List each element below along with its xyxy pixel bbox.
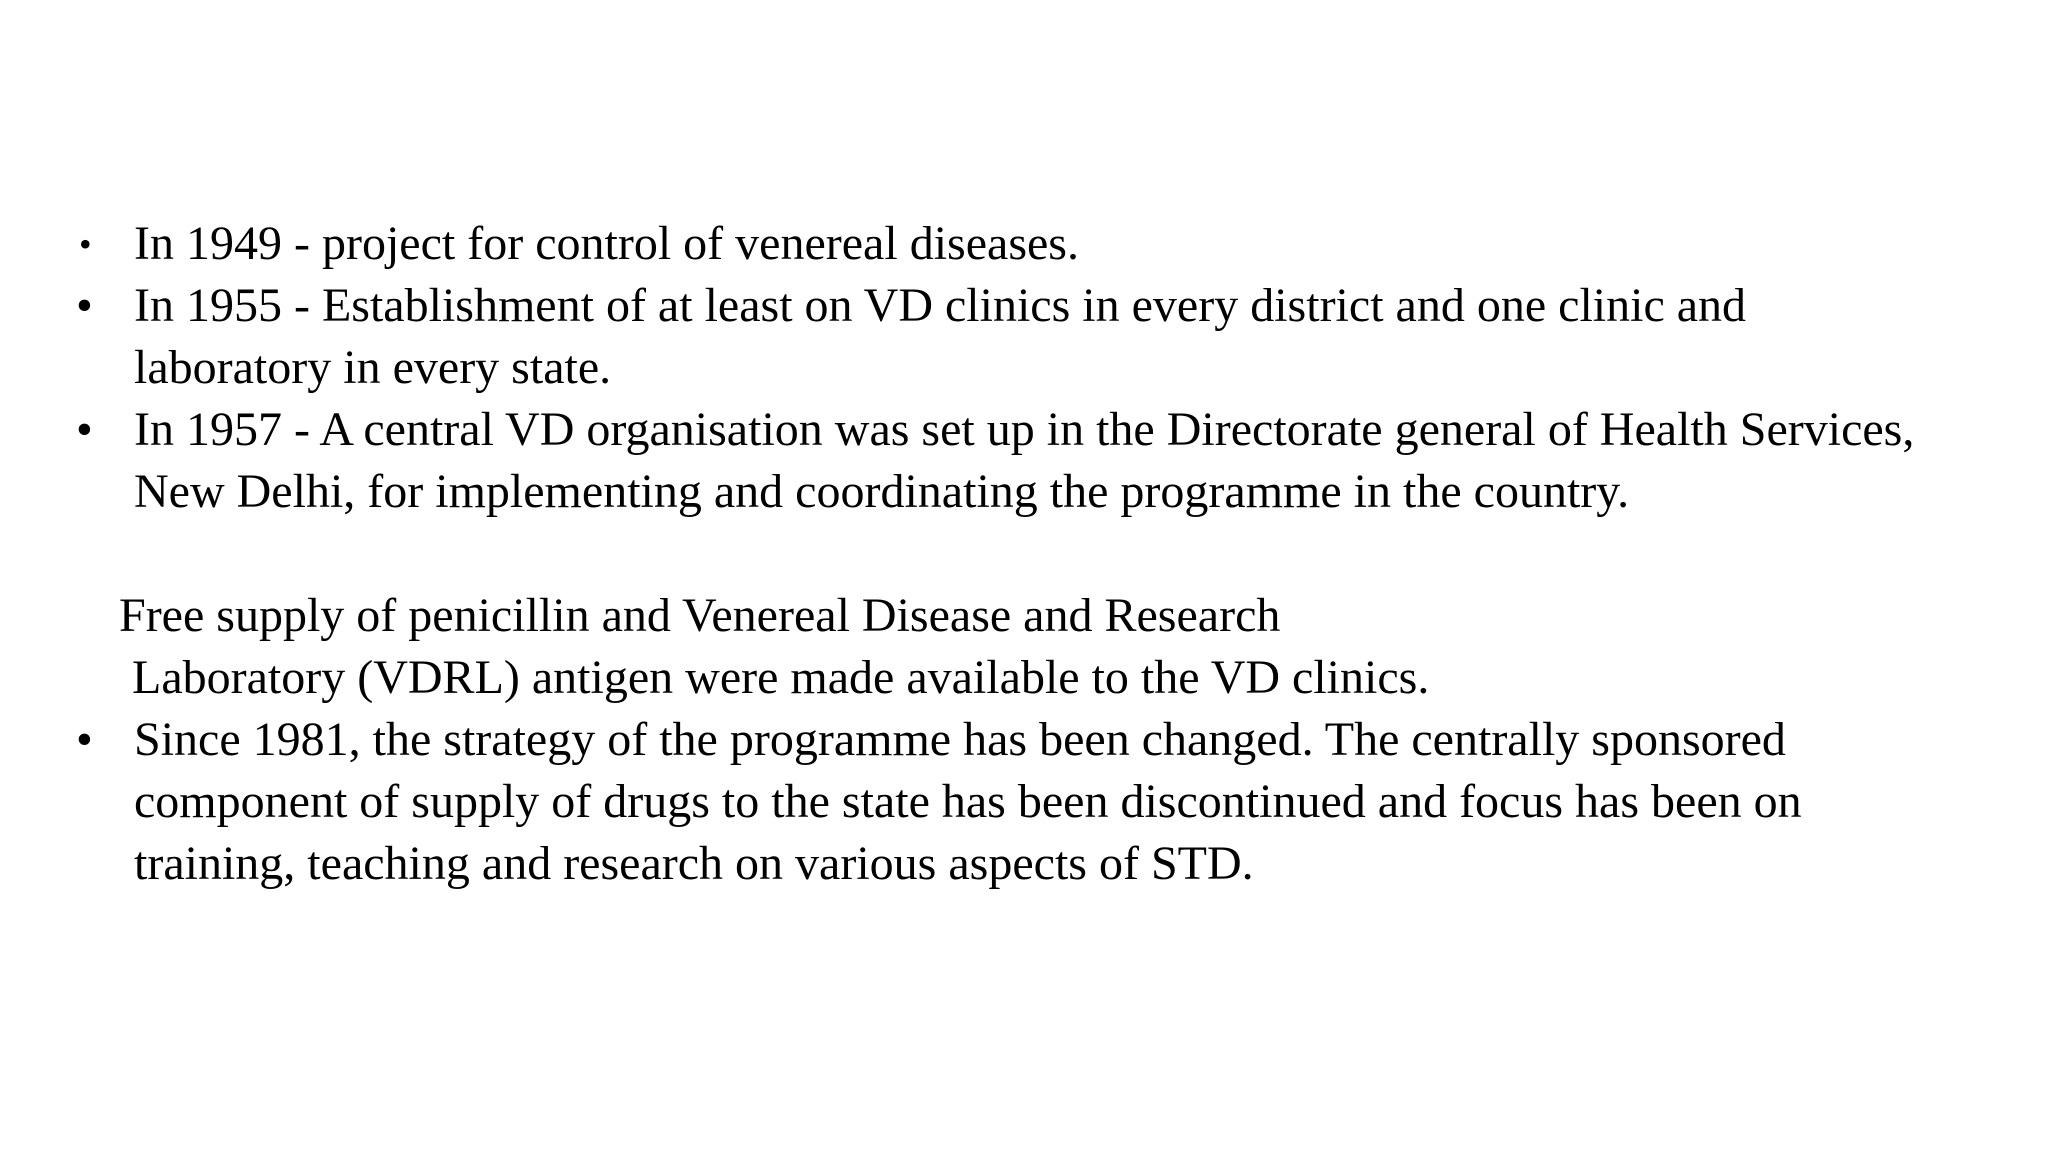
bullet-text: In 1957 - A central VD organisation was set up in the Directorate general of Health Services, New Delhi, for implementing and coordinating the programme in the country. [134,403,1915,518]
bullet-text: In 1955 - Establishment of at least on VD clinics in every district and one clinic and laboratory in every state. [134,279,1747,394]
bullet-text: Since 1981, the strategy of the programme has been changed. The centrally sponsored component of supply of drugs to the state has been discontinued and focus has been on training, teaching and research on various aspects of STD. [134,713,1802,890]
bullet-item-1981 [0,709,1934,895]
bullet-marker: • [79,224,92,264]
bullet-text: In 1949 - project for control of venereal diseases. [134,217,1079,270]
bullet-marker: • [76,713,93,766]
free-supply-line-1: Free supply of penicillin and Venereal Disease and Research [119,589,1281,642]
bullet-item-1955 [0,275,1934,399]
bullet-marker: • [76,279,93,332]
free-supply-line-2: Laboratory (VDRL) antigen were made available to the VD clinics. [132,651,1430,704]
bullet-item-1957 [0,399,1934,523]
bullet-item-1949 [0,213,1934,275]
bullet-marker: • [76,403,93,456]
blank-line [0,523,2048,585]
slide-content [0,213,2048,895]
